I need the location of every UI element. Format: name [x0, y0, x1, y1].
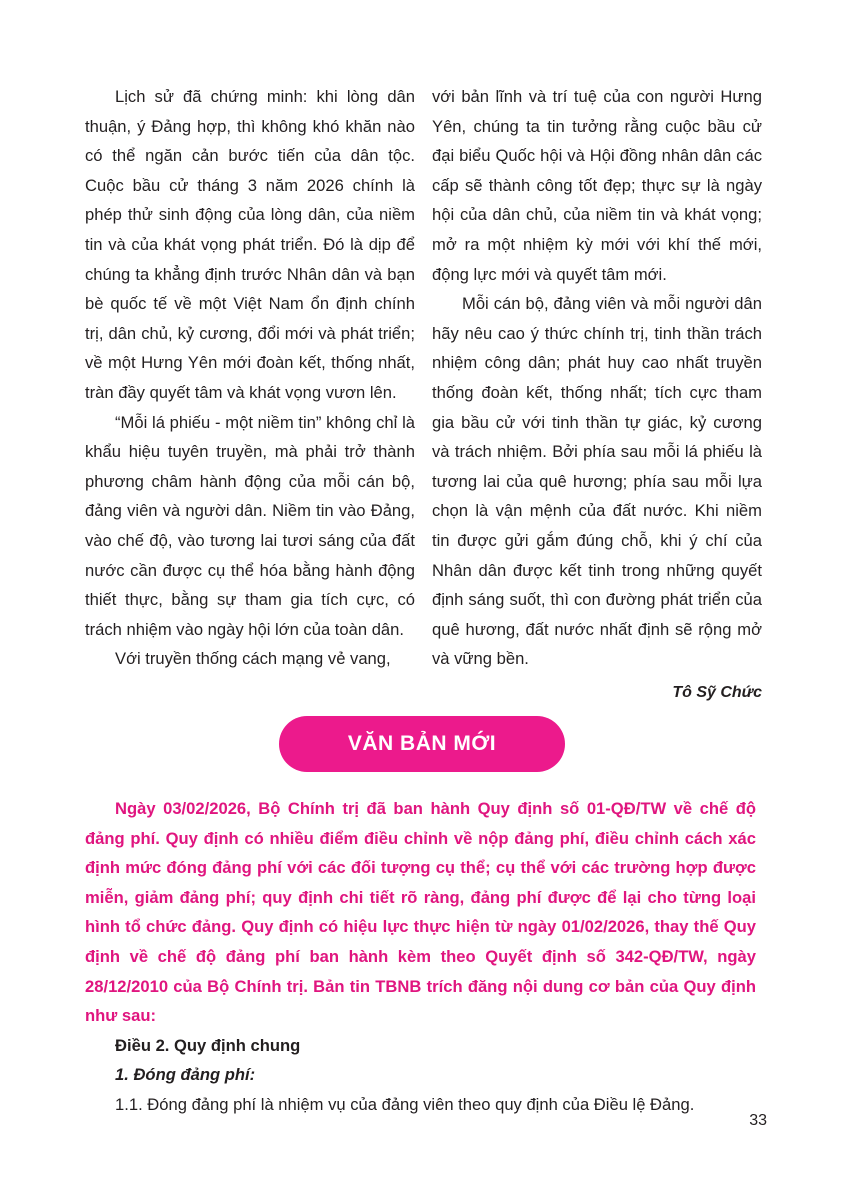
paragraph: Lịch sử đã chứng minh: khi lòng dân thuận, ý Đảng hợp, thì không khó khăn nào có thể ngăn cản bước tiến của dân tộc. Cuộc bầu cử tháng 3 năm 2026 chính là phép thử sinh động của lòng dân, của niềm tin và của khát vọng phát triển. Đó là dịp để chúng ta khẳng định trước Nhân dân và bạn bè quốc tế về một Việt Nam ổn định chính trị, dân chủ, kỷ cương, đổi mới và phát triển; về một Hưng Yên mới đoàn kết, thống nhất, tràn đầy quyết tâm và khát vọng vươn lên. [85, 87, 415, 402]
clause-paragraph: 1.1. Đóng đảng phí là nhiệm vụ của đảng viên theo quy định của Điều lệ Đảng. [115, 1094, 695, 1114]
new-document-section [85, 794, 756, 1120]
left-column [85, 82, 415, 674]
paragraph: Với truyền thống cách mạng vẻ vang, [115, 649, 391, 669]
article-title: Điều 2. Quy định chung [115, 1035, 301, 1055]
section-banner [279, 716, 565, 772]
banner-label: VĂN BẢN MỚI [347, 732, 497, 755]
paragraph: Mỗi cán bộ, đảng viên và mỗi người dân hãy nêu cao ý thức chính trị, tinh thần trách nhiệm công dân; phát huy cao nhất truyền thống đoàn kết, thống nhất; tích cực tham gia bầu cử với tinh thần tự giác, kỷ cương và trách nhiệm. Bởi phía sau mỗi lá phiếu là tương lai của quê hương; phía sau mỗi lựa chọn là vận mệnh của đất nước. Khi niềm tin được gửi gắm đúng chỗ, khi ý chí của Nhân dân được kết tinh trong những quyết định sáng suốt, thì con đường phát triển của quê hương, đất nước nhất định sẽ rộng mở và vững bền. [432, 294, 762, 669]
right-column [432, 82, 762, 707]
news-lead-paragraph: Ngày 03/02/2026, Bộ Chính trị đã ban hành Quy định số 01-QĐ/TW về chế độ đảng phí. Quy định có nhiều điểm điều chỉnh về nộp đảng phí, điều chỉnh cách xác định mức đóng đảng phí với các đối tượng cụ thể; cụ thể với các trường hợp được miễn, giảm đảng phí; quy định chi tiết rõ ràng, đảng phí được để lại cho từng loại hình tổ chức đảng. Quy định có hiệu lực thực hiện từ ngày 01/02/2026, thay thế Quy định về chế độ đảng phí ban hành kèm theo Quyết định số 342-QĐ/TW, ngày 28/12/2010 của Bộ Chính trị. Bản tin TBNB trích đăng nội dung cơ bản của Quy định như sau: [85, 799, 756, 1026]
paragraph: “Mỗi lá phiếu - một niềm tin” không chỉ là khẩu hiệu tuyên truyền, mà phải trở thành phương châm hành động của mỗi cán bộ, đảng viên và người dân. Niềm tin vào Đảng, vào chế độ, vào tương lai tươi sáng của đất nước cần được cụ thể hóa bằng hành động thiết thực, bằng sự tham gia tích cực, có trách nhiệm vào ngày hội lớn của toàn dân. [85, 412, 415, 639]
author-signature: Tô Sỹ Chức [672, 683, 762, 701]
page-number: 33 [749, 1112, 767, 1129]
section-title: 1. Đóng đảng phí: [115, 1065, 256, 1085]
paragraph: với bản lĩnh và trí tuệ của con người Hưng Yên, chúng ta tin tưởng rằng cuộc bầu cử đại biểu Quốc hội và Hội đồng nhân dân các cấp sẽ thành công tốt đẹp; thực sự là ngày hội của dân chủ, của niềm tin và khát vọng; mở ra một nhiệm kỳ mới với khí thế mới, động lực mới và quyết tâm mới. [432, 87, 762, 284]
